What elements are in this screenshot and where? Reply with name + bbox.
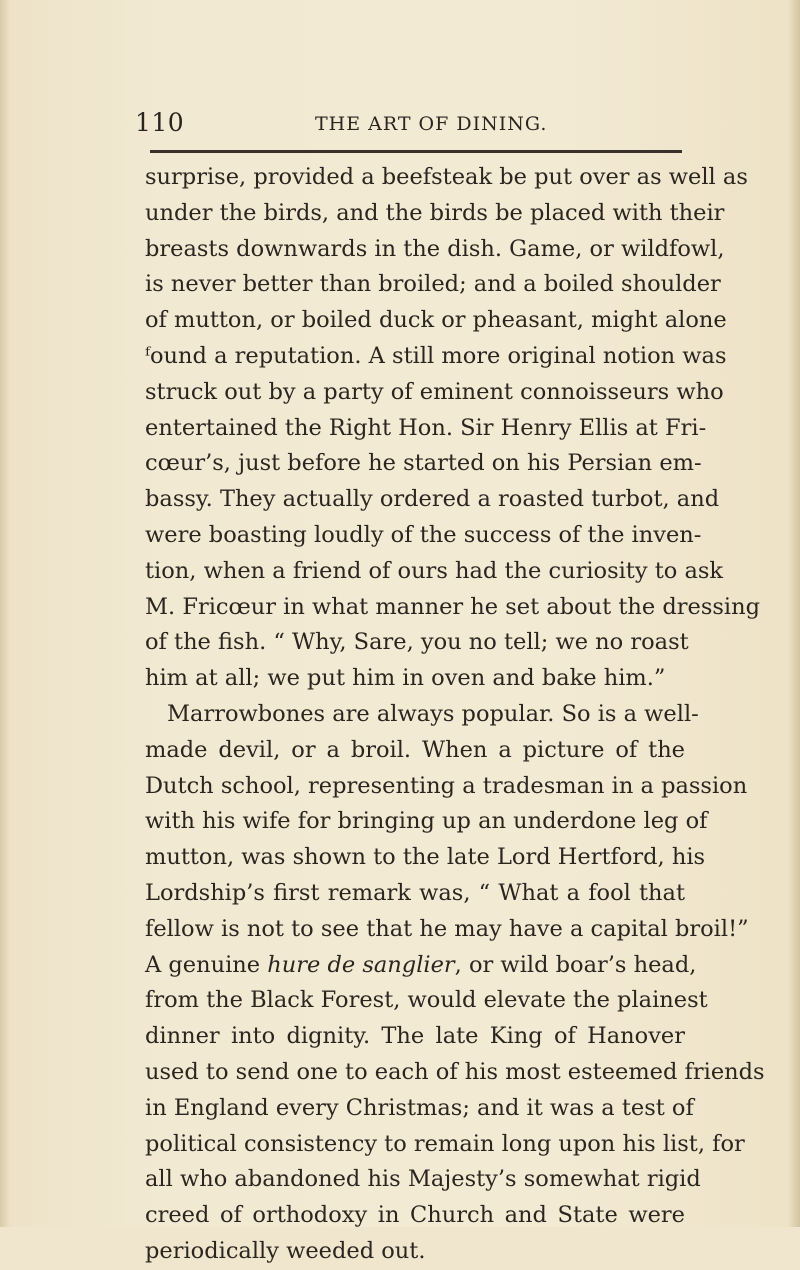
text-line: fellow is not to see that he may have a capital broil!” — [145, 915, 749, 942]
text-line: cœur’s, just before he started on his Persian em- — [145, 450, 702, 477]
text-line: Marrowbones are always popular. So is a well- — [167, 700, 699, 727]
text-line: struck out by a party of eminent connoisseurs who — [145, 378, 724, 405]
text-line: were boasting loudly of the success of the inven- — [145, 521, 702, 548]
text-line: Dutch school, representing a tradesman in a passion — [145, 772, 748, 799]
text-line: surprise, provided a beefsteak be put over as well as — [145, 164, 748, 190]
text-line: bassy. They actually ordered a roasted turbot, and — [145, 486, 720, 513]
text-line: is never better than broiled; and a boiled shoulder — [145, 271, 721, 298]
text-line: periodically weeded out. — [145, 1237, 426, 1264]
text-line: of mutton, or boiled duck or pheasant, might alone — [145, 307, 727, 334]
text-line: him at all; we put him in oven and bake him.” — [145, 665, 666, 692]
header-rule — [150, 150, 682, 153]
page-number: 110 — [135, 108, 185, 137]
page-header — [135, 108, 685, 138]
text-line: under the birds, and the birds be placed with their — [145, 199, 725, 226]
text-line: dinner into dignity. The late King of Hanover — [145, 1023, 685, 1050]
text-line: M. Fricœur in what manner he set about the dressing — [145, 593, 761, 620]
text-line: mutton, was shown to the late Lord Hertford, his — [145, 844, 706, 871]
text-line: ᶠound a reputation. A still more original notion was — [145, 342, 727, 369]
italic-phrase: hure de sanglier — [267, 951, 455, 978]
text-line: A genuine hure de sanglier, or wild boar’s head, — [145, 951, 697, 978]
page-gutter-shadow — [0, 0, 10, 1227]
text-line: used to send one to each of his most esteemed friends — [145, 1058, 765, 1085]
text-line: tion, when a friend of ours had the curiosity to ask — [145, 557, 724, 584]
text-line: political consistency to remain long upon his list, for — [145, 1130, 745, 1157]
running-head: THE ART OF DINING. — [315, 113, 548, 135]
page-edge-shadow — [788, 0, 800, 1227]
body-text — [145, 160, 765, 1270]
text-line: Lordship’s first remark was, “ What a fool that — [145, 879, 685, 906]
text-line: with his wife for bringing up an underdone leg of — [145, 808, 708, 835]
text-line: in England every Christmas; and it was a test of — [145, 1094, 694, 1121]
text-line: from the Black Forest, would elevate the plainest — [145, 987, 708, 1014]
text-line: entertained the Right Hon. Sir Henry Ellis at Fri- — [145, 414, 707, 441]
text-line: breasts downwards in the dish. Game, or wildfowl, — [145, 235, 725, 262]
text-line: all who abandoned his Majesty’s somewhat rigid — [145, 1166, 701, 1193]
text-line: creed of orthodoxy in Church and State were — [145, 1202, 685, 1229]
text-line: of the fish. “ Why, Sare, you no tell; we no roast — [145, 629, 689, 656]
text-line: made devil, or a broil. When a picture of the — [145, 736, 685, 763]
